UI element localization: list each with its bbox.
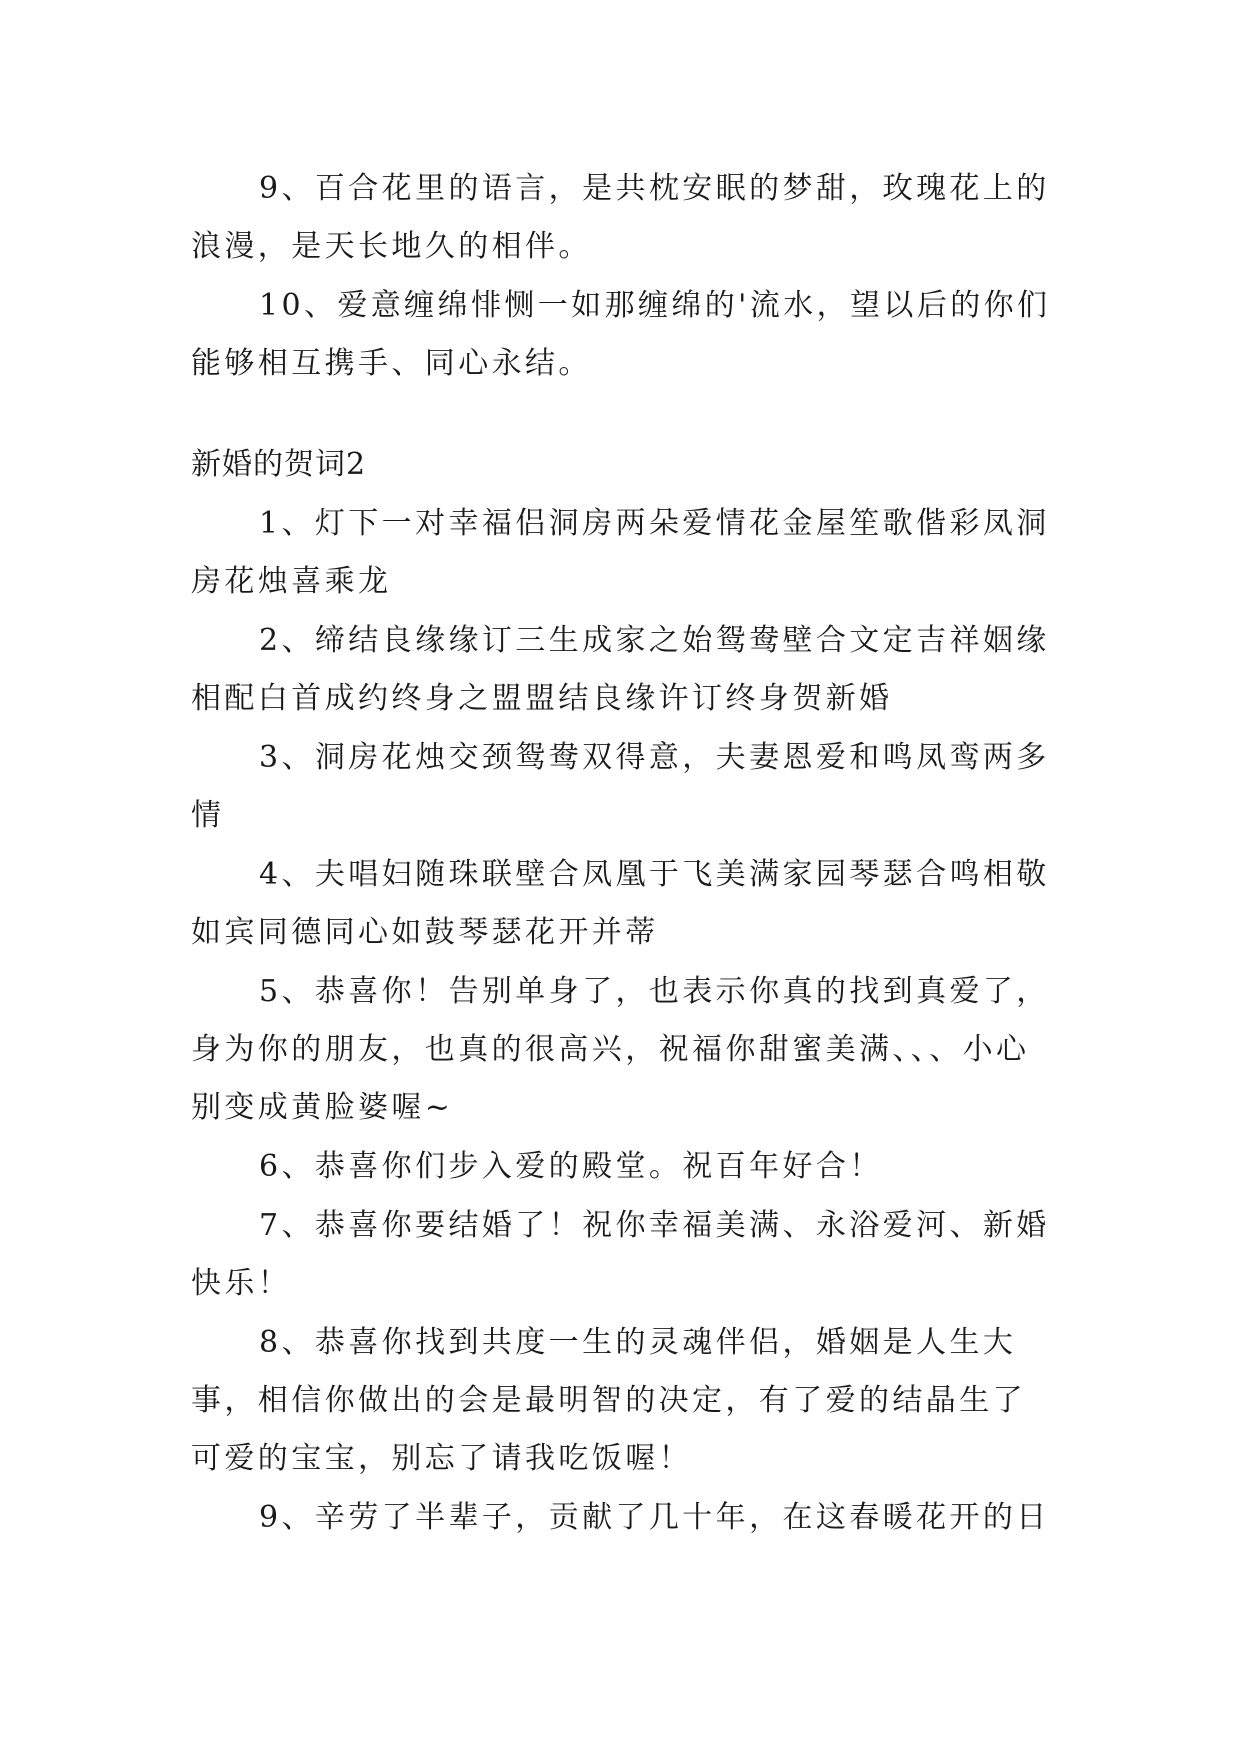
paragraph-1: 1、灯下一对幸福侣洞房两朵爱情花金屋笙歌偕彩凤洞房花烛喜乘龙 bbox=[191, 506, 1050, 599]
paragraph-10: 10、爱意缠绵悱恻一如那缠绵的'流水，望以后的你们能够相互携手、同心永结。 bbox=[191, 288, 1051, 381]
paragraph-5: 5、恭喜你！告别单身了，也表示你真的找到真爱了，身为你的朋友，也真的很高兴，祝福你甜蜜美满、、、小心别变成黄脸婆喔~ bbox=[191, 974, 1050, 1125]
paragraph-7: 7、恭喜你要结婚了！祝你幸福美满、永浴爱河、新婚快乐！ bbox=[191, 1208, 1050, 1301]
paragraph-8: 8、恭喜你找到共度一生的灵魂伴侣，婚姻是人生大事，相信你做出的会是最明智的决定，有了爱的结晶生了可爱的宝宝，别忘了请我吃饭喔！ bbox=[191, 1325, 1026, 1476]
document-body bbox=[191, 160, 1051, 1547]
paragraph-4: 4、夫唱妇随珠联壁合凤凰于飞美满家园琴瑟合鸣相敬如宾同德同心如鼓琴瑟花开并蒂 bbox=[191, 857, 1050, 950]
paragraph-2: 2、缔结良缘缘订三生成家之始鸳鸯壁合文定吉祥姻缘相配白首成约终身之盟盟结良缘许订终身贺新婚 bbox=[191, 623, 1050, 716]
paragraph-3: 3、洞房花烛交颈鸳鸯双得意，夫妻恩爱和鸣凤鸾两多情 bbox=[191, 740, 1050, 833]
paragraph-9: 9、百合花里的语言，是共枕安眠的梦甜，玫瑰花上的浪漫，是天长地久的相伴。 bbox=[191, 171, 1050, 264]
paragraph-6: 6、恭喜你们步入爱的殿堂。祝百年好合！ bbox=[259, 1149, 883, 1184]
paragraph-9-continued: 9、辛劳了半辈子，贡献了几十年，在这春暖花开的日 bbox=[259, 1500, 1050, 1535]
section-heading: 新婚的贺词2 bbox=[191, 447, 367, 482]
